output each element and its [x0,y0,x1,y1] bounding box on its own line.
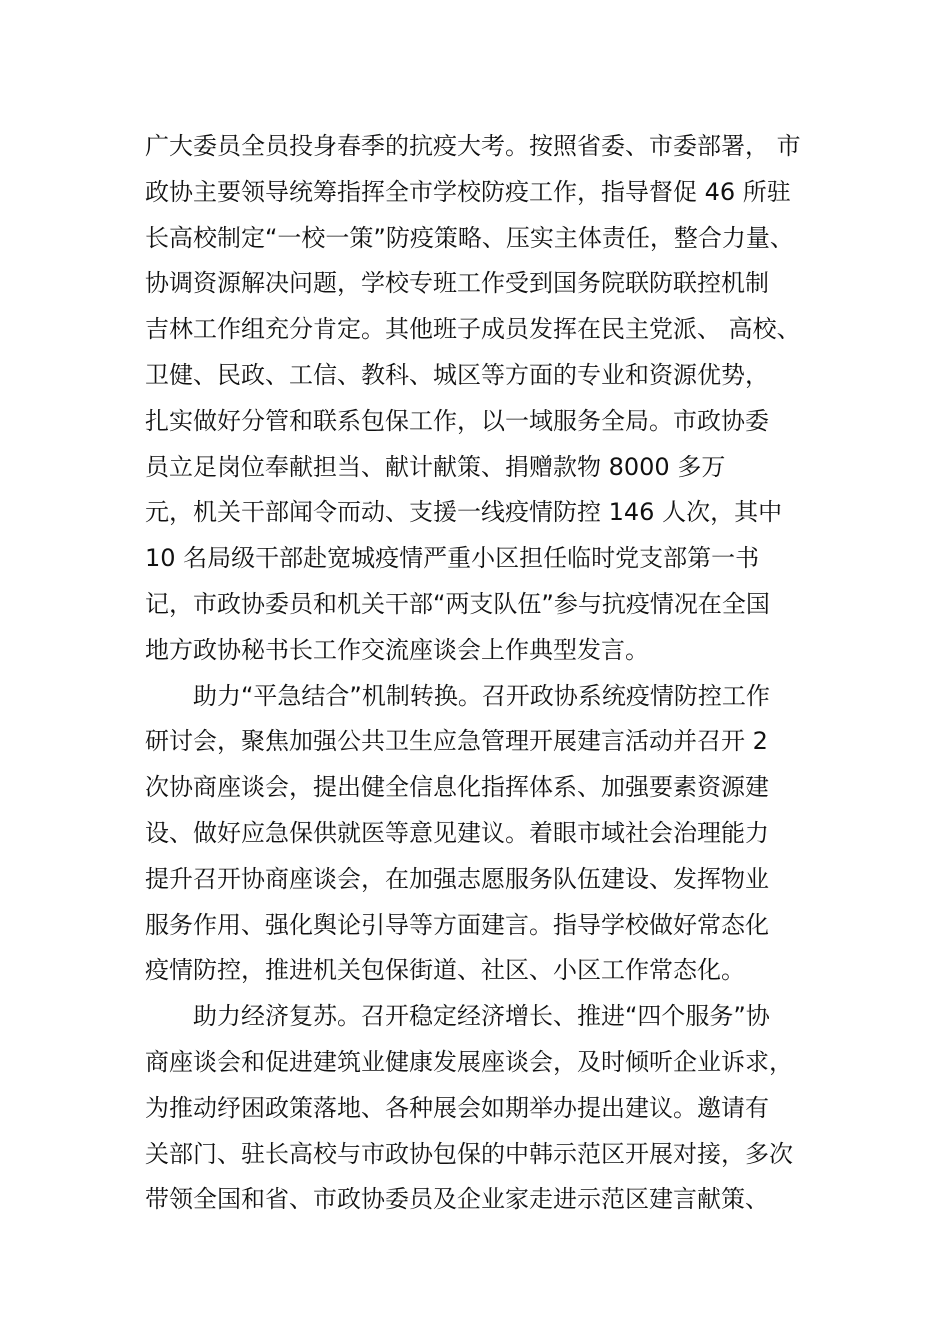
text-line: 提升召开协商座谈会，在加强志愿服务队伍建设、发挥物业 [145,864,769,893]
text-line: 协调资源解决问题，学校专班工作受到国务院联防联控机制 [145,269,769,298]
text-line: 服务作用、强化舆论引导等方面建言。指导学校做好常态化 [145,910,769,939]
text-line: 次协商座谈会，提出健全信息化指挥体系、加强要素资源建 [145,773,769,802]
text-line: 助力“平急结合”机制转换。召开政协系统疫情防控工作 [193,681,770,710]
text-line: 员立足岗位奉献担当、献计献策、捐赠款物 8000 多万 [145,452,726,481]
text-line: 广大委员全员投身春季的抗疫大考。按照省委、市委部署， 市 [145,132,801,160]
text-line: 卫健、民政、工信、教科、城区等方面的专业和资源优势， [145,360,769,389]
text-line: 记，市政协委员和机关干部“两支队伍”参与抗疫情况在全国 [145,589,770,618]
text-line: 疫情防控，推进机关包保街道、社区、小区工作常态化。 [145,956,745,985]
text-line: 助力经济复苏。召开稳定经济增长、推进“四个服务”协 [193,1002,770,1031]
text-line: 元，机关干部闻令而动、支援一线疫情防控 146 人次，其中 [145,498,783,527]
text-line: 10 名局级干部赴宽城疫情严重小区担任临时党支部第一书 [145,544,760,573]
text-line: 商座谈会和促进建筑业健康发展座谈会，及时倾听企业诉求， [145,1047,793,1076]
text-line: 带领全国和省、市政协委员及企业家走进示范区建言献策、 [145,1185,769,1214]
text-line: 地方政协秘书长工作交流座谈会上作典型发言。 [145,635,649,664]
text-line: 长高校制定“一校一策”防疫策略、压实主体责任，整合力量、 [145,223,794,252]
text-line: 为推动纾困政策落地、各种展会如期举办提出建议。邀请有 [145,1093,769,1122]
text-line: 关部门、驻长高校与市政协包保的中韩示范区开展对接，多次 [145,1139,793,1168]
text-line: 研讨会，聚焦加强公共卫生应急管理开展建言活动并召开 2 [145,727,768,756]
paragraph-epidemic-response [145,124,835,674]
text-line: 政协主要领导统筹指挥全市学校防疫工作，指导督促 46 所驻 [145,177,791,206]
document-body [145,124,835,1223]
paragraph-emergency-transition [145,674,835,995]
text-line: 扎实做好分管和联系包保工作，以一域服务全局。市政协委 [145,406,769,435]
paragraph-economic-recovery [145,994,835,1223]
text-line: 吉林工作组充分肯定。其他班子成员发挥在民主党派、 高校、 [145,315,801,344]
text-line: 设、做好应急保供就医等意见建议。着眼市域社会治理能力 [145,818,769,847]
